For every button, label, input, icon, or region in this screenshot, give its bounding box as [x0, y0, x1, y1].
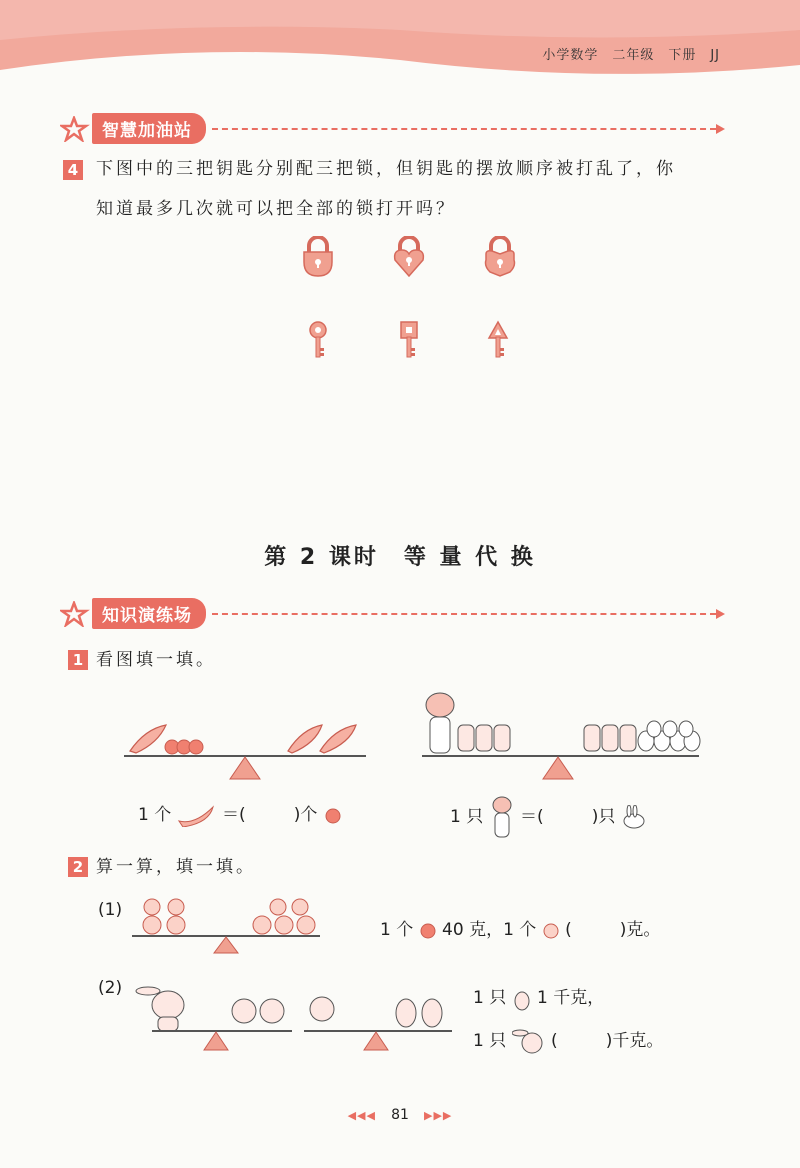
equation-unit: )千克。	[605, 1031, 664, 1051]
equation-apple	[380, 915, 660, 940]
banana-icon	[177, 803, 217, 827]
equation-lead: 1 个	[380, 920, 414, 940]
question-text-line2: 知道最多几次就可以把全部的锁打开吗？	[96, 199, 456, 219]
star-icon	[60, 601, 92, 627]
equation-banana	[138, 800, 343, 827]
balance-scale-rabbit	[132, 975, 297, 1053]
arrow-icon	[716, 124, 725, 134]
equation-unit: )只	[591, 807, 616, 827]
dash-divider	[212, 128, 716, 130]
page-number: 81	[391, 1107, 409, 1123]
section-label-practice: 知识演练场	[92, 598, 206, 629]
equation-unit: )个	[293, 805, 318, 825]
balance-scale-bananas	[120, 715, 370, 785]
page-footer	[0, 1104, 800, 1123]
equation-equals: ＝(	[222, 805, 246, 825]
section-banner-bonus	[60, 113, 725, 144]
equation-rabbit	[473, 1025, 663, 1057]
question-text: 算一算，填一填。	[96, 857, 256, 877]
squirrel-icon	[512, 985, 532, 1011]
key-icon	[307, 320, 329, 360]
question-number: 1	[68, 650, 88, 670]
equation-lead: 1 只	[473, 988, 507, 1008]
balance-scale-squirrels	[302, 985, 457, 1053]
tomato-icon	[323, 805, 343, 825]
part-label: (2)	[98, 978, 123, 998]
apple-icon	[542, 921, 560, 939]
equation-given: 40 克，1 个	[442, 920, 537, 940]
equation-squirrel	[473, 983, 604, 1011]
question-number: 2	[68, 857, 88, 877]
rabbit-icon	[512, 1025, 546, 1057]
part-label: (1)	[98, 900, 123, 920]
lock-icon	[391, 236, 427, 278]
equation-lead: 1 只	[473, 1031, 507, 1051]
dog-icon	[489, 795, 515, 839]
equation-lead: 1 个	[138, 805, 172, 825]
back-arrows-icon: ◀◀◀	[347, 1109, 376, 1122]
rabbit-icon	[621, 805, 647, 829]
equation-lead: 1 只	[450, 807, 484, 827]
section-label-bonus: 智慧加油站	[92, 113, 206, 144]
forward-arrows-icon: ▶▶▶	[424, 1109, 453, 1122]
equation-open: (	[565, 920, 572, 940]
star-icon	[60, 116, 92, 142]
balance-scale-animals	[418, 685, 703, 785]
lesson-title: 第 2 课时 等 量 代 换	[264, 545, 536, 570]
equation-open: (	[551, 1031, 558, 1051]
dash-divider	[212, 613, 716, 615]
equation-dog	[450, 795, 647, 839]
equation-unit: )克。	[619, 920, 661, 940]
equation-equals: ＝(	[520, 807, 544, 827]
lock-icon	[300, 236, 336, 278]
section-banner-practice	[60, 598, 725, 629]
question-number: 4	[63, 160, 83, 180]
key-icon	[487, 320, 509, 360]
book-info: 小学数学 二年级 下册 JJ	[542, 48, 720, 63]
question-text: 看图填一填。	[96, 650, 216, 670]
equation-given: 1 千克，	[537, 988, 605, 1008]
arrow-icon	[716, 609, 725, 619]
tomato-icon	[419, 921, 437, 939]
key-icon	[398, 320, 420, 360]
question-text-line1: 下图中的三把钥匙分别配三把锁，但钥匙的摆放顺序被打乱了，你	[96, 159, 676, 179]
balance-scale-apples	[130, 895, 325, 955]
lock-icon	[482, 236, 518, 278]
